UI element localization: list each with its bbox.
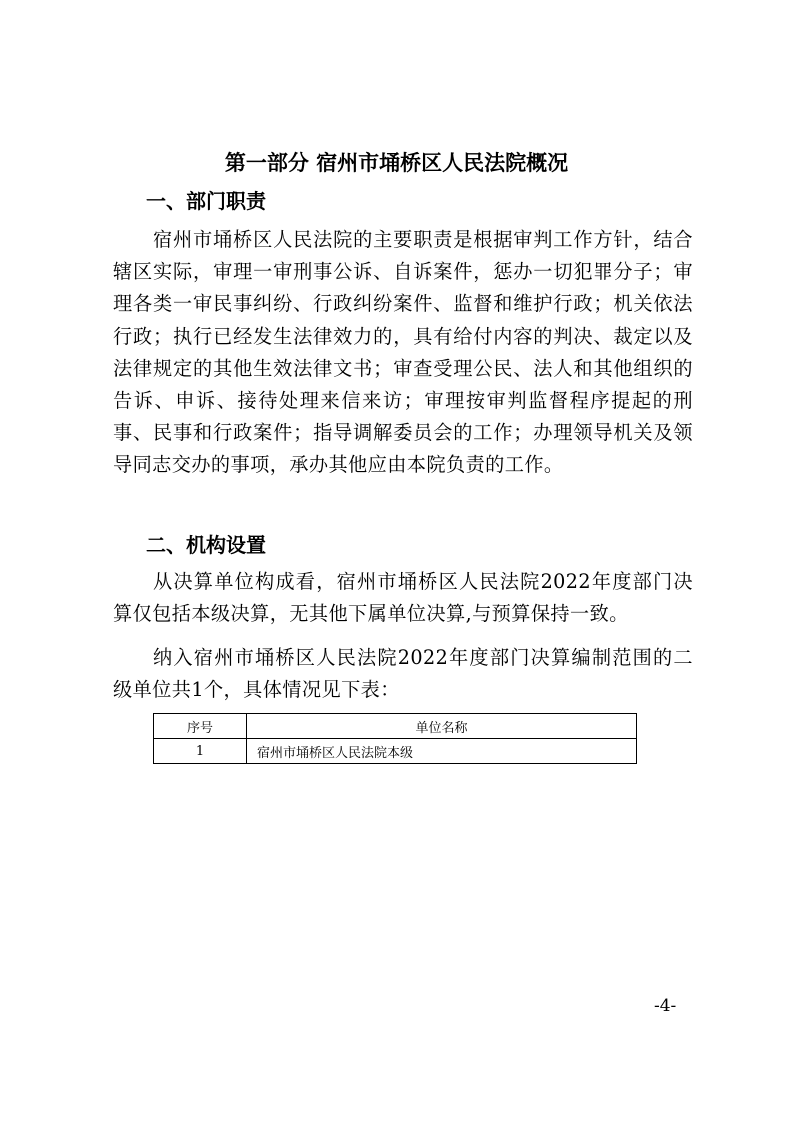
column-header-index: 序号 xyxy=(154,714,247,739)
organization-paragraph-2: 纳入宿州市埇桥区人民法院2022年度部门决算编制范围的二级单位共1个，具体情况见下表： xyxy=(113,646,693,702)
organization-paragraph-1: 从决算单位构成看，宿州市埇桥区人民法院2022年度部门决算仅包括本级决算，无其他下属单位决算,与预算保持一致。 xyxy=(113,570,693,626)
unit-table xyxy=(153,713,637,764)
row-index: 1 xyxy=(154,739,247,764)
column-header-unit-name: 单位名称 xyxy=(247,714,637,739)
table-header-row xyxy=(154,714,637,739)
row-unit-name: 宿州市埇桥区人民法院本级 xyxy=(247,739,637,764)
section-heading-duties: 一、部门职责 xyxy=(146,189,266,213)
table-row xyxy=(154,739,637,764)
section-heading-organization: 二、机构设置 xyxy=(146,533,266,557)
page-title: 第一部分 宿州市埇桥区人民法院概况 xyxy=(224,151,569,175)
page-number: -4- xyxy=(654,996,677,1016)
duties-paragraph: 宿州市埇桥区人民法院的主要职责是根据审判工作方针，结合辖区实际，审理一审刑事公诉、自诉案件，惩办一切犯罪分子；审理各类一审民事纠纷、行政纠纷案件、监督和维护行政；机关依法行政；执行已经发生法律效力的，具有给付内容的判决、裁定以及法律规定的其他生效法律文书；审查受理公民、法人和其他组织的告诉、申诉、接待处理来信来访；审理按审判监督程序提起的刑事、民事和行政案件；指导调解委员会的工作；办理领导机关及领导同志交办的事项，承办其他应由本院负责的工作。 xyxy=(113,228,693,477)
